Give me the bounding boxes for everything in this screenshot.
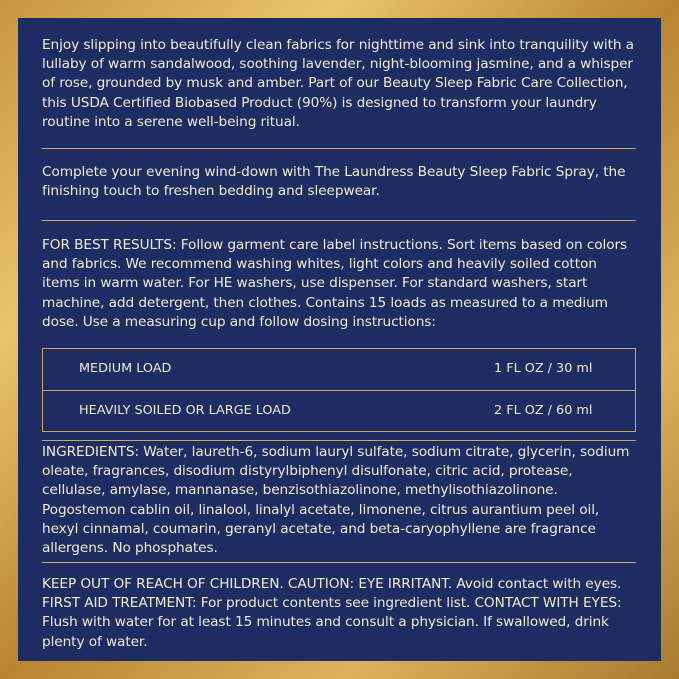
divider bbox=[42, 148, 636, 149]
dosing-load-label: HEAVILY SOILED OR LARGE LOAD bbox=[79, 403, 291, 418]
dosing-amount: 2 FL OZ / 60 ml bbox=[494, 403, 593, 418]
dosing-row-heavy bbox=[43, 390, 635, 432]
divider bbox=[42, 440, 636, 441]
label-panel bbox=[18, 18, 661, 661]
dosing-row-medium bbox=[43, 349, 635, 390]
usage-instructions: FOR BEST RESULTS: Follow garment care label instructions. Sort items based on colors and fabrics. We recommend washing whites, light colors and heavily soiled cotton items in warm water. For HE washers, use dispenser. For standard washers, start machine, add detergent, then clothes. Contains 15 loads as measured to a medium dose. Use a measuring cup and follow dosing instructions: bbox=[42, 237, 628, 330]
dosing-amount: 1 FL OZ / 30 ml bbox=[494, 361, 593, 376]
ingredients-list: INGREDIENTS: Water, laureth-6, sodium lauryl sulfate, sodium citrate, glycerin, sodium oleate, fragrances, disodium distyrylbiphenyl disulfonate, citric acid, protease, cellulase, amylase, mannanase, benzisothiazolinone, methylisothiazolinone. Pogostemon cablin oil, linalool, linalyl acetate, limonene, citrus aurantium peel oil, hexyl cinnamal, coumarin, geranyl acetate, and beta-caryophyllene are fragrance allergens. No phosphates. bbox=[42, 444, 630, 557]
companion-product-note: Complete your evening wind-down with The Laundress Beauty Sleep Fabric Spray, the finishing touch to freshen bedding and sleepwear. bbox=[42, 164, 626, 200]
dosing-table bbox=[42, 348, 636, 432]
safety-warning: KEEP OUT OF REACH OF CHILDREN. CAUTION: EYE IRRITANT. Avoid contact with eyes. FIRST AID TREATMENT: For product contents see ingredient list. CONTACT WITH EYES: Flush with water for at least 15 minutes and consult a physician. If swallowed, drink plenty of water. bbox=[42, 576, 622, 650]
product-description: Enjoy slipping into beautifully clean fabrics for nighttime and sink into tranquility with a lullaby of warm sandalwood, soothing lavender, night-blooming jasmine, and a whisper of rose, grounded by musk and amber. Part of our Beauty Sleep Fabric Care Collection, this USDA Certified Biobased Product (90%) is designed to transform your laundry routine into a serene well-being ritual. bbox=[42, 37, 634, 130]
divider bbox=[42, 220, 636, 221]
dosing-load-label: MEDIUM LOAD bbox=[79, 361, 172, 376]
divider bbox=[42, 562, 636, 563]
